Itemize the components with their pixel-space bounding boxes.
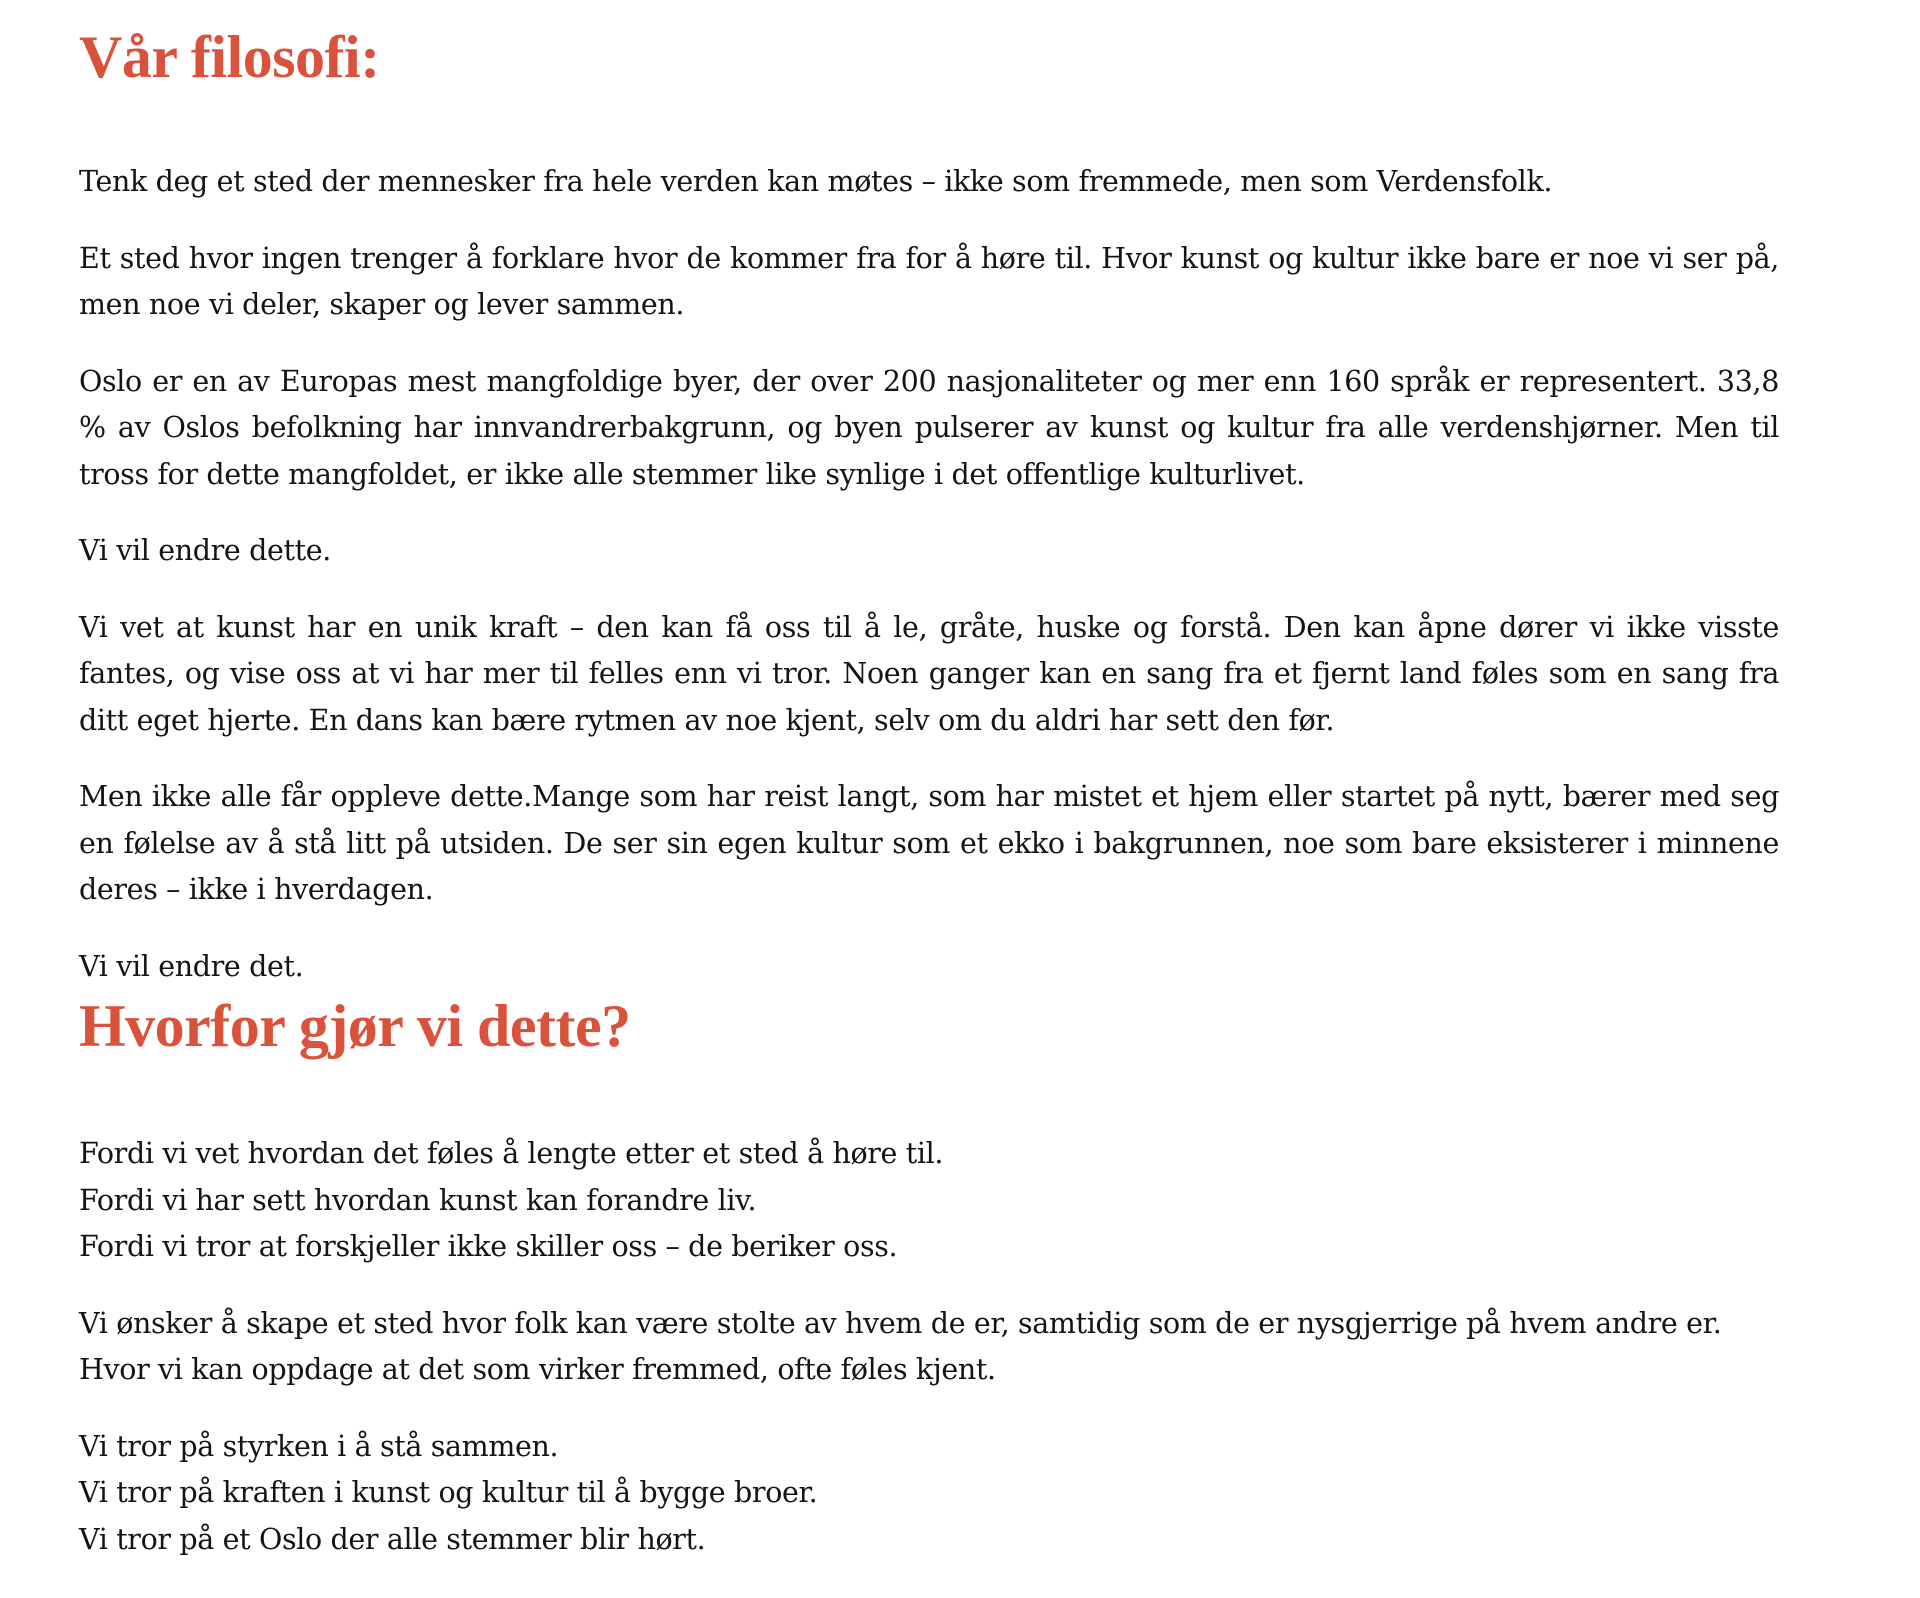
oslo-diversity-paragraph: Oslo er en av Europas mest mangfoldige byer, der over 200 nasjonaliteter og mer enn 160 språk er representert. 33,8 % av Oslos befolkning har innvandrerbakgrunn, og byen pulserer av kunst og kultur fra alle verdenshjørner. Men til tross for dette mangfoldet, er ikke alle stemmer like synlige i det offentlige kulturlivet. bbox=[79, 364, 1779, 491]
belief-paragraph bbox=[79, 1424, 1779, 1564]
because-paragraph bbox=[79, 1131, 1779, 1271]
because-line: Fordi vi vet hvordan det føles å lengte etter et sted å høre til. bbox=[79, 1137, 944, 1170]
because-line: Fordi vi tror at forskjeller ikke skiller oss – de beriker oss. bbox=[79, 1230, 898, 1263]
outsider-paragraph: Men ikke alle får oppleve dette.Mange som har reist langt, som har mistet et hjem eller startet på nytt, bærer med seg en følelse av å stå litt på utsiden. De ser sin egen kultur som et ekko i bakgrunnen, noe som bare eksisterer i minnene deres – ikke i hverdagen. bbox=[79, 780, 1779, 906]
philosophy-heading: Vår filosofi: bbox=[79, 24, 380, 90]
because-line: Fordi vi har sett hvordan kunst kan forandre liv. bbox=[79, 1183, 757, 1217]
belief-line: Vi tror på styrken i å stå sammen. bbox=[79, 1429, 559, 1463]
belief-line: Vi tror på et Oslo der alle stemmer blir hørt. bbox=[79, 1522, 706, 1556]
why-section bbox=[79, 1131, 1779, 1563]
wish-paragraph: Vi ønsker å skape et sted hvor folk kan være stolte av hvem de er, samtidig som de er nysgjerrige på hvem andre er. Hvor vi kan oppdage at det som virker fremmed, ofte føles kjent. bbox=[79, 1306, 1722, 1386]
belonging-paragraph: Et sted hvor ingen trenger å forklare hvor de kommer fra for å høre til. Hvor kunst og kultur ikke bare er noe vi ser på, men noe vi deler, skaper og lever sammen. bbox=[79, 241, 1779, 321]
intro-paragraph: Tenk deg et sted der mennesker fra hele verden kan møtes – ikke som fremmede, men som Verdensfolk. bbox=[79, 165, 1553, 198]
belief-line: Vi tror på kraften i kunst og kultur til å bygge broer. bbox=[79, 1476, 818, 1509]
change-closing-paragraph: Vi vil endre det. bbox=[79, 949, 304, 983]
change-statement-paragraph: Vi vil endre dette. bbox=[79, 534, 331, 567]
philosophy-section bbox=[79, 159, 1779, 990]
art-power-paragraph: Vi vet at kunst har en unik kraft – den kan få oss til å le, gråte, huske og forstå. Den kan åpne dører vi ikke visste fantes, og vise oss at vi har mer til felles enn vi tror. Noen ganger kan en sang fra et fjernt land føles som en sang fra ditt eget hjerte. En dans kan bære rytmen av noe kjent, selv om du aldri har sett den før. bbox=[79, 610, 1779, 737]
why-heading: Hvorfor gjør vi dette? bbox=[79, 993, 631, 1059]
article-content bbox=[79, 0, 1779, 1563]
